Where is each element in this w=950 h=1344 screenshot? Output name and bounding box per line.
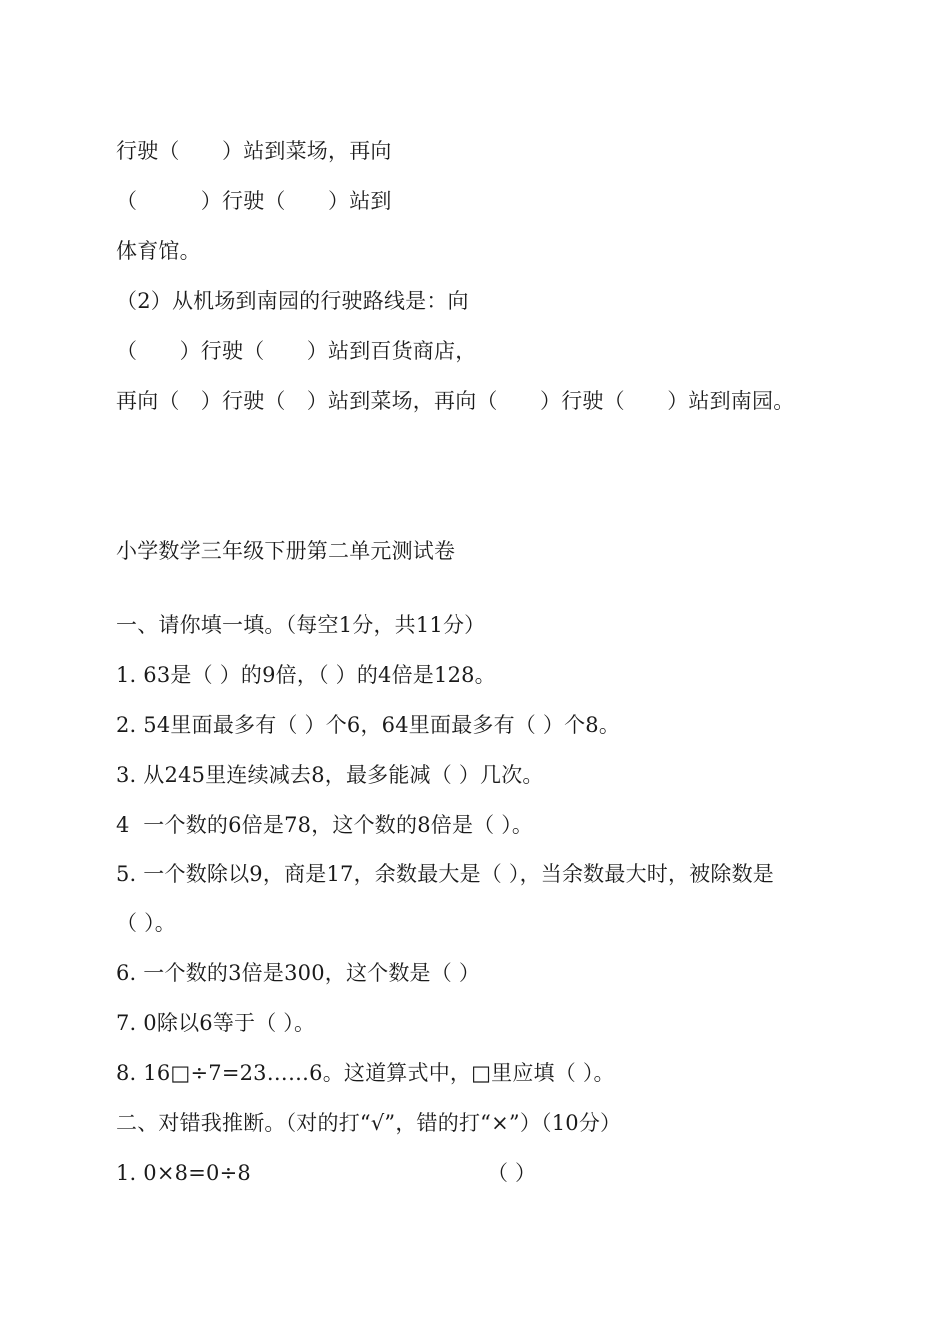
- question-4: 4 一个数的6倍是78，这个数的8倍是（ ）。: [116, 813, 534, 837]
- route-line-2: （ ）行驶（ ）站到: [116, 189, 392, 213]
- route-line-3: 体育馆。: [116, 239, 201, 263]
- judgment-answer-slot: （ ）: [486, 1161, 537, 1185]
- route-line-6: 再向（ ）行驶（ ）站到菜场，再向（ ）行驶（ ）站到南园。: [116, 389, 795, 413]
- question-3: 3. 从245里连续减去8，最多能减（ ）几次。: [116, 763, 544, 787]
- question-8: 8. 16□÷7=23……6。这道算式中，□里应填（ ）。: [116, 1061, 615, 1085]
- question-1: 1. 63是（ ）的9倍，（ ）的4倍是128。: [116, 663, 496, 687]
- route-line-1: 行驶（ ）站到菜场，再向: [116, 139, 392, 163]
- judgment-question-1-text: 1. 0×8=0÷8: [116, 1161, 251, 1185]
- route-question-2: （2）从机场到南园的行驶路线是：向: [116, 289, 469, 313]
- question-7: 7. 0除以6等于（ ）。: [116, 1011, 316, 1035]
- judgment-question-1: [116, 1158, 536, 1188]
- question-5: 5. 一个数除以9，商是17，余数最大是（ ），当余数最大时，被除数是: [116, 862, 774, 886]
- question-6: 6. 一个数的3倍是300，这个数是（ ）: [116, 961, 481, 985]
- route-line-5: （ ）行驶（ ）站到百货商店，: [116, 339, 477, 363]
- question-2: 2. 54里面最多有（ ）个6，64里面最多有（ ）个8。: [116, 713, 621, 737]
- question-5-continued: （ ）。: [116, 911, 176, 935]
- section-2-heading: 二、对错我推断。（对的打“√”，错的打“×”）（10分）: [116, 1111, 622, 1135]
- section-1-heading: 一、请你填一填。（每空1分，共11分）: [116, 613, 486, 637]
- test-title: 小学数学三年级下册第二单元测试卷: [116, 539, 456, 563]
